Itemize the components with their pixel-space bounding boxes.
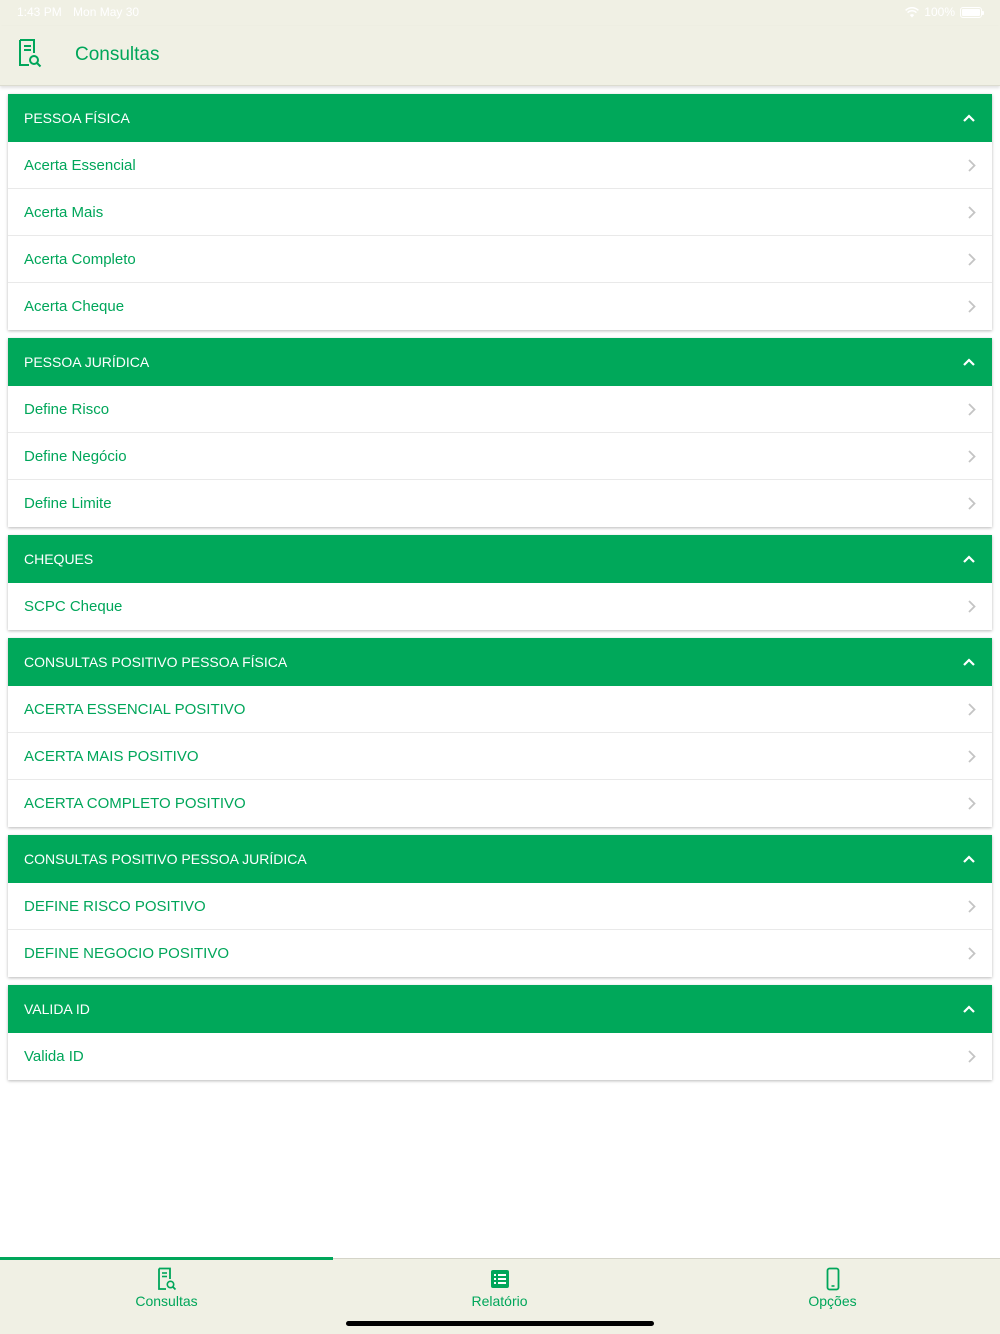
page-title: Consultas xyxy=(75,44,160,65)
home-indicator[interactable] xyxy=(346,1321,654,1326)
chevron-right-icon xyxy=(967,702,977,717)
section-header[interactable] xyxy=(8,985,992,1033)
chevron-right-icon xyxy=(967,402,977,417)
list-item-label: Define Limite xyxy=(24,495,112,512)
chevron-right-icon xyxy=(967,946,977,961)
chevron-right-icon xyxy=(967,252,977,267)
status-date: Mon May 30 xyxy=(73,5,140,19)
status-left xyxy=(17,5,147,19)
chevron-up-icon xyxy=(962,1002,976,1016)
chevron-right-icon xyxy=(967,899,977,914)
list-item-label: Valida ID xyxy=(24,1048,84,1065)
status-time: 1:43 PM xyxy=(17,5,62,19)
list-item-label: Acerta Cheque xyxy=(24,298,125,315)
chevron-right-icon xyxy=(967,1049,977,1064)
chevron-right-icon xyxy=(967,158,977,173)
chevron-up-icon xyxy=(962,111,976,125)
nav-bar xyxy=(0,26,1000,86)
phone-icon xyxy=(823,1267,843,1291)
section-header[interactable] xyxy=(8,638,992,686)
chevron-right-icon xyxy=(967,205,977,220)
list-item[interactable] xyxy=(8,433,992,480)
list-item[interactable] xyxy=(8,283,992,330)
chevron-up-icon xyxy=(962,355,976,369)
section-title: PESSOA FÍSICA xyxy=(24,110,130,126)
consultas-list xyxy=(8,94,992,1088)
list-item[interactable] xyxy=(8,733,992,780)
list-item[interactable] xyxy=(8,930,992,977)
tab-relatorio[interactable] xyxy=(333,1259,666,1319)
section-pessoa-fisica xyxy=(8,94,992,330)
list-item[interactable] xyxy=(8,1033,992,1080)
list-item[interactable] xyxy=(8,686,992,733)
battery-percent: 100% xyxy=(924,5,955,19)
status-right xyxy=(905,5,982,19)
section-title: CONSULTAS POSITIVO PESSOA JURÍDICA xyxy=(24,851,307,867)
section-pessoa-juridica xyxy=(8,338,992,527)
chevron-up-icon xyxy=(962,552,976,566)
section-header[interactable] xyxy=(8,338,992,386)
list-item[interactable] xyxy=(8,189,992,236)
list-item-label: ACERTA MAIS POSITIVO xyxy=(24,747,199,765)
chevron-right-icon xyxy=(967,599,977,614)
section-title: PESSOA JURÍDICA xyxy=(24,354,150,370)
list-item-label: Acerta Essencial xyxy=(24,156,136,174)
chevron-right-icon xyxy=(967,496,977,511)
chevron-right-icon xyxy=(967,749,977,764)
document-search-icon xyxy=(17,38,43,68)
list-item[interactable] xyxy=(8,883,992,930)
list-item-label: DEFINE NEGOCIO POSITIVO xyxy=(24,945,230,962)
list-icon xyxy=(490,1267,510,1291)
list-item[interactable] xyxy=(8,236,992,283)
list-item-label: ACERTA ESSENCIAL POSITIVO xyxy=(24,700,246,718)
list-item[interactable] xyxy=(8,780,992,827)
tab-label: Opções xyxy=(808,1293,857,1309)
section-title: VALIDA ID xyxy=(24,1001,90,1017)
section-consultas-positivo-pessoa-juridica xyxy=(8,835,992,977)
section-header[interactable] xyxy=(8,835,992,883)
tab-consultas[interactable] xyxy=(0,1259,333,1319)
section-header[interactable] xyxy=(8,535,992,583)
status-bar xyxy=(0,0,1000,26)
section-valida-id xyxy=(8,985,992,1080)
section-title: CHEQUES xyxy=(24,551,94,567)
section-cheques xyxy=(8,535,992,630)
section-consultas-positivo-pessoa-fisica xyxy=(8,638,992,827)
chevron-right-icon xyxy=(967,449,977,464)
tab-opcoes[interactable] xyxy=(666,1259,999,1319)
chevron-right-icon xyxy=(967,796,977,811)
list-item-label: ACERTA COMPLETO POSITIVO xyxy=(24,795,246,812)
list-item[interactable] xyxy=(8,386,992,433)
list-item[interactable] xyxy=(8,480,992,527)
chevron-up-icon xyxy=(962,655,976,669)
chevron-up-icon xyxy=(962,852,976,866)
wifi-icon xyxy=(905,7,919,18)
list-item-label: Acerta Completo xyxy=(24,250,136,268)
section-header[interactable] xyxy=(8,94,992,142)
battery-icon xyxy=(960,7,982,18)
list-item-label: Define Risco xyxy=(24,400,110,418)
list-item-label: SCPC Cheque xyxy=(24,598,123,615)
tab-label: Consultas xyxy=(135,1293,198,1309)
list-item-label: Acerta Mais xyxy=(24,203,104,221)
list-item-label: Define Negócio xyxy=(24,447,127,465)
list-item[interactable] xyxy=(8,142,992,189)
document-search-icon xyxy=(157,1267,177,1291)
list-item-label: DEFINE RISCO POSITIVO xyxy=(24,897,206,915)
list-item[interactable] xyxy=(8,583,992,630)
section-title: CONSULTAS POSITIVO PESSOA FÍSICA xyxy=(24,654,288,670)
chevron-right-icon xyxy=(967,299,977,314)
tab-label: Relatório xyxy=(471,1293,528,1309)
